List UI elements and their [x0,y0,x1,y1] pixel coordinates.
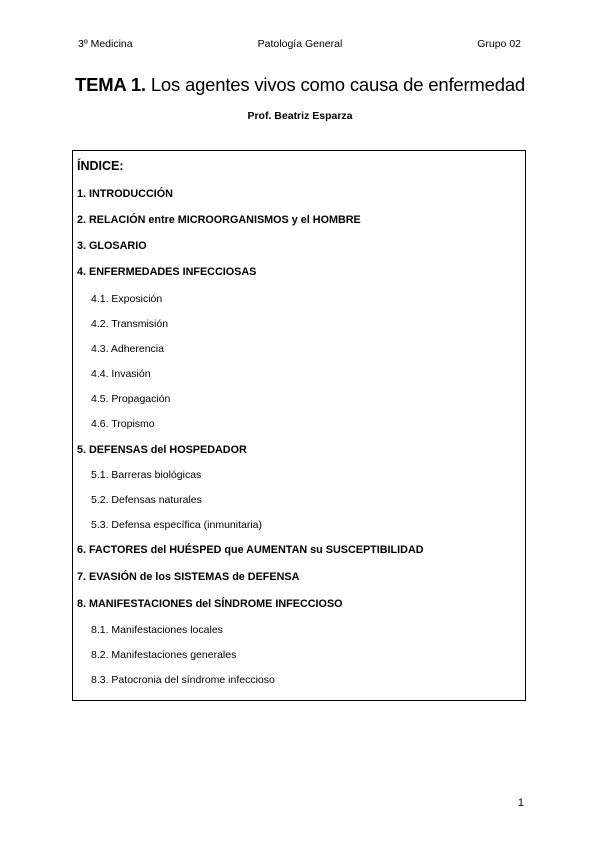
toc-item: 4.2. Transmisión [91,318,169,330]
toc-item: 8.1. Manifestaciones locales [91,624,223,636]
toc-item: 4.6. Tropismo [91,418,155,430]
toc-item: 5. DEFENSAS del HOSPEDADOR [77,444,247,456]
toc-item: 7. EVASIÓN de los SISTEMAS de DEFENSA [77,571,300,583]
toc-heading: ÍNDICE: [77,159,124,173]
toc-item: 5.3. Defensa específica (inmunitaria) [91,519,262,531]
toc-item: 5.2. Defensas naturales [91,494,202,506]
title-text: Los agentes vivos como causa de enfermedad [145,74,525,95]
table-of-contents [72,150,526,701]
title-prefix: TEMA 1. [74,74,146,95]
toc-item: 8.3. Patocronia del síndrome infeccioso [91,674,275,686]
header-group: Grupo 02 [477,38,521,50]
toc-item: 4.1. Exposición [91,293,163,305]
author-line: Prof. Beatriz Esparza [247,110,353,122]
toc-item: 4.4. Invasión [91,368,151,380]
toc-item: 5.1. Barreras biológicas [91,469,202,481]
toc-item: 1. INTRODUCCIÓN [77,188,173,200]
toc-item: 6. FACTORES del HUÉSPED que AUMENTAN su SUSCEPTIBILIDAD [77,544,424,556]
toc-item: 4. ENFERMEDADES INFECCIOSAS [77,266,257,278]
toc-item: 8.2. Manifestaciones generales [91,649,237,661]
header-course: 3º Medicina [78,38,133,50]
page-number: 1 [517,797,524,809]
toc-item: 4.3. Adherencia [91,343,164,355]
toc-item: 4.5. Propagación [91,393,171,405]
document-title [0,74,600,96]
toc-item: 2. RELACIÓN entre MICROORGANISMOS y el HOMBRE [77,214,361,226]
toc-item: 3. GLOSARIO [77,240,147,252]
header-subject: Patología General [257,38,343,50]
toc-item: 8. MANIFESTACIONES del SÍNDROME INFECCIOSO [77,598,343,610]
